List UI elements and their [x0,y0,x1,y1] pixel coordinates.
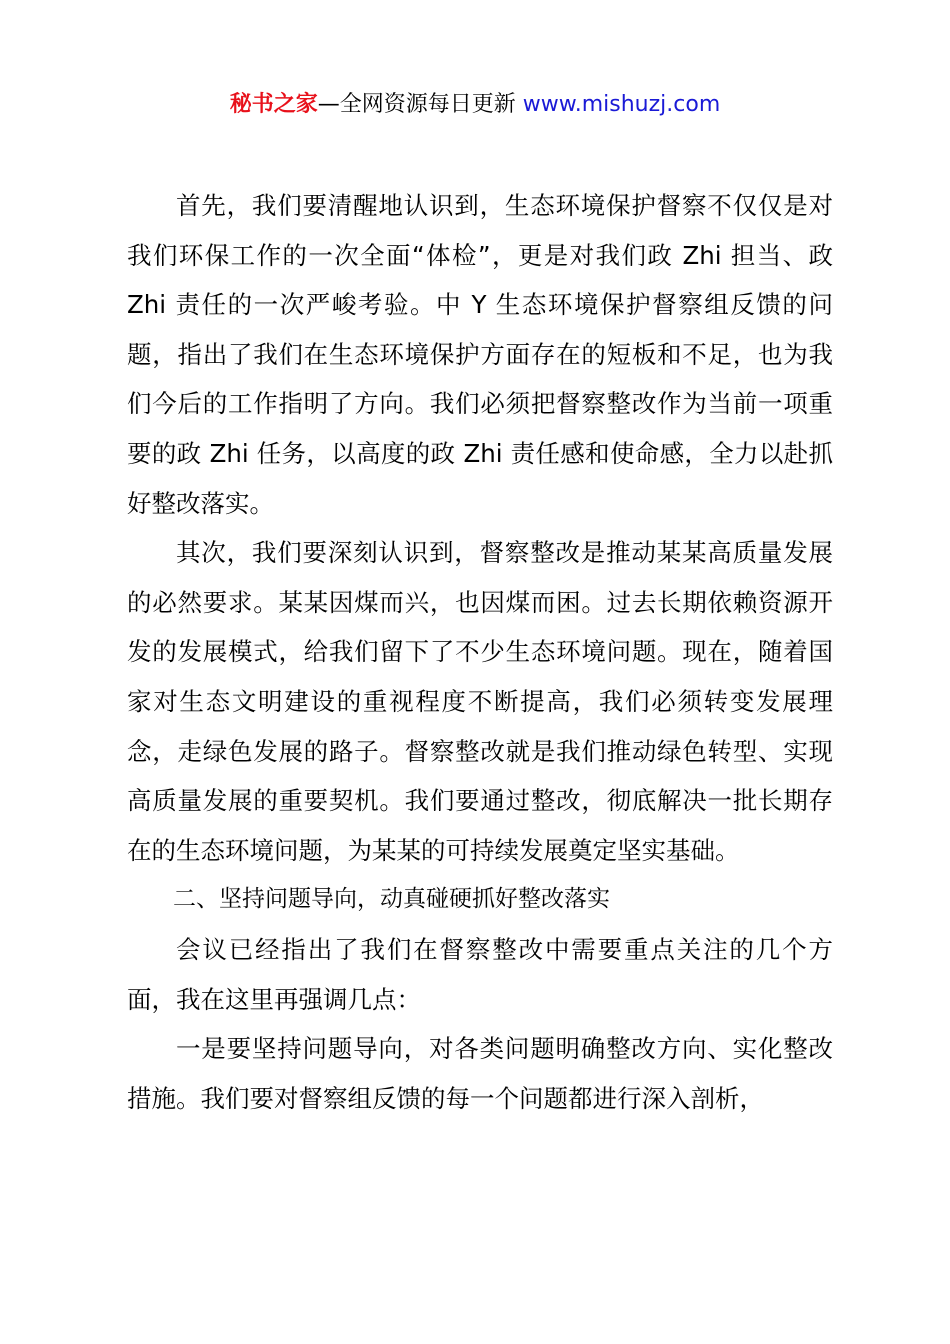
site-header [0,88,950,122]
paragraph-point-one: 一是要坚持问题导向，对各类问题明确整改方向、实化整改措施。我们要对督察组反馈的每一个问题都进行深入剖析， [127,1034,833,1113]
site-tagline: —全网资源每日更新 [317,92,523,117]
paragraph-second: 其次，我们要深刻认识到，督察整改是推动某某高质量发展的必然要求。某某因煤而兴，也因煤而困。过去长期依赖资源开发的发展模式，给我们留下了不少生态环境问题。现在，随着国家对生态文明建设的重视程度不断提高，我们必须转变发展理念，走绿色发展的路子。督察整改就是我们推动绿色转型、实现高质量发展的重要契机。我们要通过整改，彻底解决一批长期存在的生态环境问题，为某某的可持续发展奠定坚实基础。 [127,538,833,865]
paragraph-intro: 会议已经指出了我们在督察整改中需要重点关注的几个方面，我在这里再强调几点： [127,934,833,1014]
paragraph-first: 首先，我们要清醒地认识到，生态环境保护督察不仅仅是对我们环保工作的一次全面“体检”，更是对我们政 Zhi 担当、政 Zhi 责任的一次严峻考验。中 Y 生态环境保护督察组反馈的问题，指出了我们在生态环境保护方面存在的短板和不足，也为我们今后的工作指明了方向。我们必须把督察整改作为当前一项重要的政 Zhi 任务，以高度的政 Zhi 责任感和使命感，全力以赴抓好整改落实。 [127,191,833,518]
document-body [127,181,833,1123]
section-heading: 二、坚持问题导向，动真碰硬抓好整改落实 [173,886,610,913]
site-brand: 秘书之家 [229,92,318,117]
site-url-link[interactable]: www.mishuzj.com [522,92,721,117]
